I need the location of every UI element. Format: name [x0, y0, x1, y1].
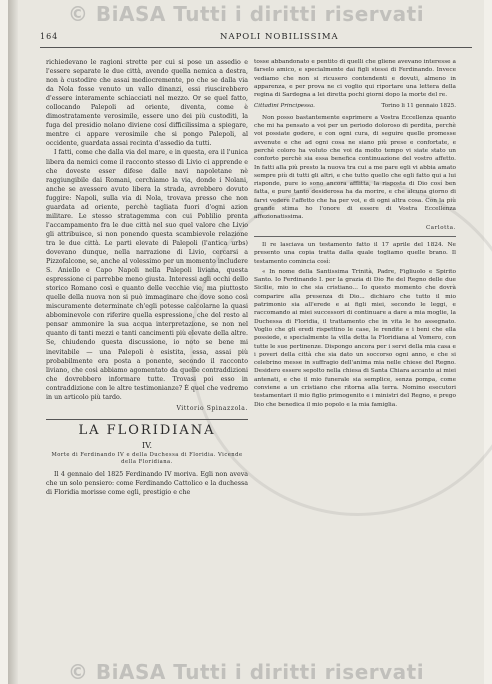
- letter-salutation: Cittadini Principessa.: [254, 103, 315, 110]
- header-rule: [40, 47, 472, 48]
- letter-body: Non posso bastantemente esprimere a Vostra Eccellenza quanto che mi ha pensato a voi per un periodo doloroso di perdita, perchè voi possiate godere, e con ogni cura, di seguire quelle promesse avvenute e che ad ogni cosa ne siano più prese e confortate, e perchè coloro ha voluto che voi da molto tempo vi siate stato un conforto perchè sia essa benefica continuazione del vostro affetto. In fatti alla più presto la nuova tra cui a me pare egli vi abbia amato sempre più di tutti gli altri, e che tutto quello che egli fatto qui a lui risponde, pure io sono ancora afflitta, la risposta di Dio cosí ben fatta, e pure tanto desiderosa ha da morire, e che alcuna giorno di farvi vedere l'affetto che ha per voi, e di ogni altra cosa. Con la più grande stima ho l'onore di essere di Vostra Eccellenza affezionatissima.: [254, 114, 456, 221]
- body-paragraph: tosse abbandonato e pentito di quelli che gliene avevano interesse a farselo amico, e specialmente dai figli stessi di Ferdinando. Invece vediamo che non si ricusero contendenti e dovuti, almeno in apparenza, e per prova ne ci voglio qui riportare una lettera della regina di Sardegna a lei diretta pochi giorni dopo la morte del re.: [254, 59, 456, 99]
- right-column: [254, 58, 456, 658]
- section-number: IV.: [141, 440, 153, 450]
- testament-quote: « In nome della Santissima Trinità, Padre, Figliuolo e Spirito Santo. Io Ferdinando I. per la grazia di Dio Re del Regno delle due Sicilie, mio io che sia cristiano... Io questo momento che dovrà comparire alla presenza di Dio... dichiaro che tutto il mio patrimonio sia all'erede e ai figli miei, secondo le leggi, e raccomando ai miei successori di continuare a dare a mia moglie, la Duchessa di Floridia, il trattamento che in vita le ho assegnato. Voglio che gli eredi rispettino le case, le rendite e i beni che ella possiede, e specialmente la villa detta la Floridiana al Vomero, con tutte le sue pertinenze. Dispongo ancora per i servi della mia casa e i poveri della città che sia dato un soccorso ogni anno, e che si celebrino messe in suffragio dell'anima mia nelle chiese del Regno. Desidero essere sepolto nella chiesa di Santa Chiara accanto ai miei antenati, e che il mio funerale sia semplice, senza pompa, come conviene a un cristiano che ritorna alla terra. Nomino esecutori testamentari il mio figlio primogenito e i ministri del Regno, e prego Dio che benedica il mio popolo e la mia famiglia.: [254, 268, 456, 408]
- body-paragraph: richiedevano le ragioni strette per cui si pose un assedio e l'essere separate le due città, avendo quella nemica a destra, non à custodire che assai mediocremente, po che se dalla via da Nola fosse venuto un vallo dinanzi, essi riuscirebbero d'essere interamente schiacciati nel mezzo. Or se quel fatto, collocando Palepoli ad oriente, diventa, come è dimostratamente verosimile, essere uno dei più custoditi, la fuga del presidio nolano diviene cosí difficilissima a spiegare, mentre ci appare verosimile che si pongo Palepoli, al occidente, guardata assai recinta d'assedio da tutti.: [46, 59, 248, 148]
- watermark-bottom: © BiASA Tutti i diritti riservati: [67, 660, 425, 684]
- letter-signature: Carlotta.: [425, 224, 456, 231]
- body-paragraph: Il re lasciava un testamento fatto il 17 aprile del 1824. Ne presento una copia tratta dalla quale togliamo quelle brano. Il testamento comincia così:: [254, 241, 456, 265]
- book-spine-shadow: [8, 0, 18, 684]
- running-head-title: NAPOLI NOBILISSIMA: [220, 32, 339, 42]
- divider: [254, 236, 456, 237]
- section-subtitle: Morte di Ferdinando IV e della Duchessa di Floridia. Vicende della Floridiana.: [51, 451, 243, 465]
- letter-date: Torino li 11 gennaio 1825.: [381, 103, 456, 110]
- watermark-top: © BiASA Tutti i diritti riservati: [67, 2, 425, 26]
- body-paragraph: Il 4 gennaio del 1825 Ferdinando IV moriva. Egli non aveva che un solo pensiero: come Ferdinando Cattolico e la duchessa di Floridia morisse come egli, prestigio e che: [46, 470, 248, 497]
- body-paragraph: I fatti, come che dalla via del mare, e in questa, era il l'unica libera da nemici come il racconto stesso di Livio ci apprende e che doveste esser difese dalle navi napoletane nè raggiungibile dai Romani, cerchiamo la via, donde i Nolani, anche se avessero avuto libera la strada, avrebbero dovuto fuggire: Napoli, sulla via di Nola, trovava presso che non guardata ad oriente, perchè tagliata fuori d'ogni azion militare. Le stesso stratagemma con cui Poblilio prenta l'accampamento fra le due città nel suo quel valore che Livio gli attribuisce, si non ponendo questa scambievole relazione tra le due città. Le parti elevate di Palepoli (l'antica urbs) dovevano dunque, nella narrazione di Livio, cercarsi a Pizzofalcone, se, anche al volessimo per un momento includere S. Aniello e Capo Napoli nella Palepoli liviana, questa espressione ci parrebbe meno giusta. Interessi agli occhi dello storico Romano così e quanto delle vecchie vie, ma piuttosto quelle della nuova non si può immaginare che dove sono così miscuramente determinate ch'egli potesse calcolarne la quasi abbominevole con riferire quella espressione, che del resto al pensar ammonire la sua acqua interpretazione, se non nel quanto di tanti mezzi e tanti cancimenti più elevate della altre. Se, chiudendo questa discussione, io noto se bene mi inevitabile — una Palepoli è esistita, essa, assai più probabilmente era posta a ponente, secondo il racconto liviano, che così abbiamo agomentato da quelle contraddizioni che dovrebbero informare tutte. Trovasi poi esso in contraddizione con le altre testimonianze? È quel che vedremo in un articolo più tardo.: [46, 149, 248, 401]
- left-column: [46, 58, 248, 658]
- letter-dateline: [254, 102, 456, 110]
- page-number: 164: [40, 32, 59, 41]
- section-title: LA FLORIDIANA: [46, 419, 248, 435]
- author-signature: Vittorio Spinazzola.: [176, 404, 248, 412]
- running-header: [40, 32, 472, 46]
